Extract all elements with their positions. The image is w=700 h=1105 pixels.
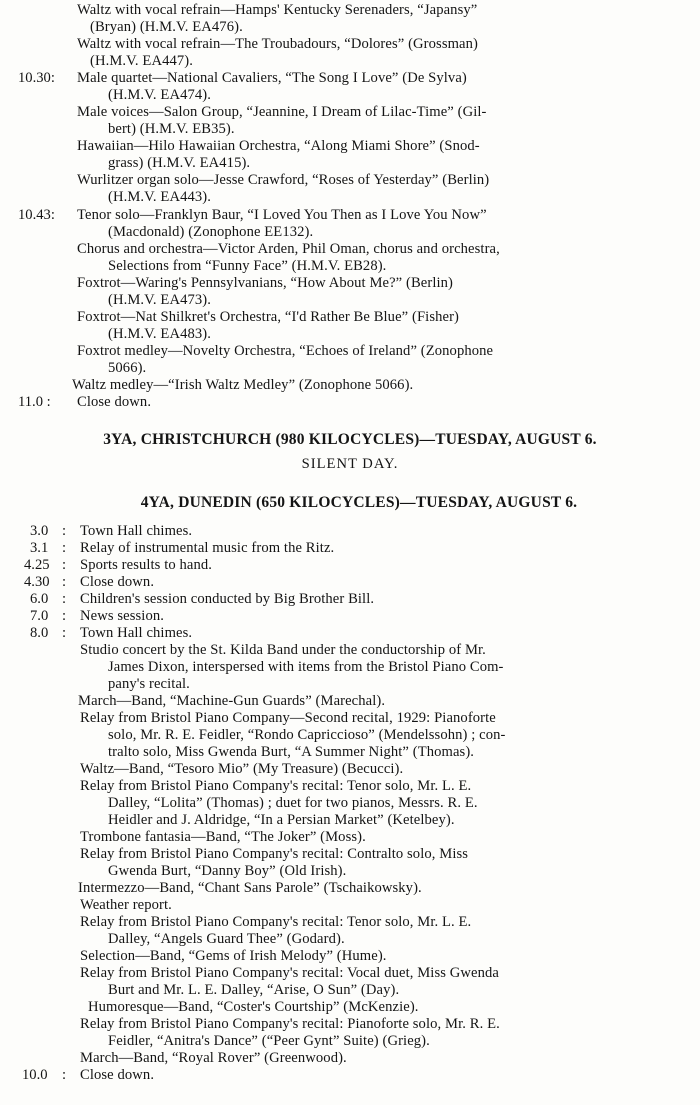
programme-line: (H.M.V. EA473). <box>108 292 211 308</box>
programme-line: Feidler, “Anitra's Dance” (“Peer Gynt” Suite) (Grieg). <box>108 1033 430 1049</box>
programme-line: Waltz with vocal refrain—Hamps' Kentucky Serenaders, “Japansy” <box>77 2 478 18</box>
time-label: 10.0 <box>22 1067 48 1083</box>
programme-line: Relay from Bristol Piano Company's recital: Contralto solo, Miss <box>80 846 469 862</box>
programme-line: Dalley, “Lolita” (Thomas) ; duet for two pianos, Messrs. R. E. <box>108 795 478 811</box>
programme-line: Sports results to hand. <box>80 557 213 573</box>
programme-line: Close down. <box>80 574 155 590</box>
programme-line: tralto solo, Miss Gwenda Burt, “A Summer Night” (Thomas). <box>108 744 475 760</box>
programme-line: Studio concert by the St. Kilda Band under the conductorship of Mr. <box>80 642 486 658</box>
programme-line: Town Hall chimes. <box>80 523 193 539</box>
programme-line: bert) (H.M.V. EB35). <box>108 121 235 137</box>
programme-line: Relay from Bristol Piano Company's recital: Tenor solo, Mr. L. E. <box>80 778 472 794</box>
programme-line: March—Band, “Royal Rover” (Greenwood). <box>80 1050 347 1066</box>
programme-line: (H.M.V. EA474). <box>108 87 211 103</box>
programme-line: Relay from Bristol Piano Company's recital: Tenor solo, Mr. L. E. <box>80 914 472 930</box>
time-label: 6.0 <box>30 591 49 607</box>
programme-line: Foxtrot medley—Novelty Orchestra, “Echoes of Ireland” (Zonophone <box>77 343 494 359</box>
programme-line: News session. <box>80 608 164 624</box>
christchurch-heading: 3YA, CHRISTCHURCH (980 KILOCYCLES)—TUESDAY, AUGUST 6. <box>103 431 597 448</box>
programme-line: Foxtrot—Waring's Pennsylvanians, “How About Me?” (Berlin) <box>77 275 453 291</box>
programme-line: Town Hall chimes. <box>80 625 193 641</box>
programme-line: Close down. <box>77 394 152 410</box>
programme-line: Relay of instrumental music from the Ritz. <box>80 540 335 556</box>
programme-line: Male voices—Salon Group, “Jeannine, I Dream of Lilac-Time” (Gil- <box>77 104 487 120</box>
programme-line: Chorus and orchestra—Victor Arden, Phil Oman, chorus and orchestra, <box>77 241 500 257</box>
programme-line: (H.M.V. EA443). <box>108 189 211 205</box>
time-label: 7.0 <box>30 608 49 624</box>
dunedin-heading: 4YA, DUNEDIN (650 KILOCYCLES)—TUESDAY, AUGUST 6. <box>140 494 578 511</box>
time-label: 4.30 <box>24 574 50 590</box>
programme-line: Burt and Mr. L. E. Dalley, “Arise, O Sun” (Day). <box>108 982 400 998</box>
time-label: 4.25 <box>24 557 50 573</box>
programme-line: Hawaiian—Hilo Hawaiian Orchestra, “Along Miami Shore” (Snod- <box>77 138 480 154</box>
programme-line: solo, Mr. R. E. Feidler, “Rondo Capriccioso” (Mendelssohn) ; con- <box>108 727 506 743</box>
time-label: 3.0 <box>30 523 49 539</box>
programme-line: Weather report. <box>80 897 172 913</box>
time-label: 10.43: <box>18 207 55 223</box>
programme-line: Waltz—Band, “Tesoro Mio” (My Treasure) (Becucci). <box>80 761 404 777</box>
programme-line: Tenor solo—Franklyn Baur, “I Loved You Then as I Love You Now” <box>77 207 487 223</box>
programme-line: Selections from “Funny Face” (H.M.V. EB28). <box>108 258 387 274</box>
programme-line: Dalley, “Angels Guard Thee” (Godard). <box>108 931 345 947</box>
programme-line: 5066). <box>108 360 147 376</box>
programme-line: Trombone fantasia—Band, “The Joker” (Moss). <box>80 829 366 845</box>
programme-line: Relay from Bristol Piano Company—Second recital, 1929: Pianoforte <box>80 710 496 726</box>
time-label: 3.1 <box>30 540 49 556</box>
programme-line: Relay from Bristol Piano Company's recital: Pianoforte solo, Mr. R. E. <box>80 1016 500 1032</box>
programme-line: James Dixon, interspersed with items from the Bristol Piano Com- <box>108 659 504 675</box>
programme-line: March—Band, “Machine-Gun Guards” (Marechal). <box>78 693 386 709</box>
programme-line: (Macdonald) (Zonophone EE132). <box>108 224 314 240</box>
programme-line: Humoresque—Band, “Coster's Courtship” (McKenzie). <box>88 999 419 1015</box>
time-label: 11.0 : <box>18 394 51 410</box>
programme-line: Heidler and J. Aldridge, “In a Persian Market” (Ketelbey). <box>108 812 455 828</box>
programme-line: (H.M.V. EA483). <box>108 326 211 342</box>
programme-line: Close down. <box>80 1067 155 1083</box>
programme-line: Waltz medley—“Irish Waltz Medley” (Zonophone 5066). <box>72 377 414 393</box>
programme-line: Children's session conducted by Big Brother Bill. <box>80 591 375 607</box>
programme-line: (Bryan) (H.M.V. EA476). <box>90 19 243 35</box>
programme-line: pany's recital. <box>108 676 190 692</box>
programme-line: Selection—Band, “Gems of Irish Melody” (Hume). <box>80 948 387 964</box>
time-label: 8.0 <box>30 625 49 641</box>
programme-line: Male quartet—National Cavaliers, “The Song I Love” (De Sylva) <box>77 70 467 86</box>
programme-line: Relay from Bristol Piano Company's recital: Vocal duet, Miss Gwenda <box>80 965 499 981</box>
programme-line: Waltz with vocal refrain—The Troubadours, “Dolores” (Grossman) <box>77 36 478 52</box>
silent-day-label: SILENT DAY. <box>301 456 399 472</box>
programme-line: (H.M.V. EA447). <box>90 53 193 69</box>
programme-line: grass) (H.M.V. EA415). <box>108 155 251 171</box>
programme-line: Intermezzo—Band, “Chant Sans Parole” (Tschaikowsky). <box>78 880 422 896</box>
time-label: 10.30: <box>18 70 55 86</box>
programme-line: Gwenda Burt, “Danny Boy” (Old Irish). <box>108 863 347 879</box>
programme-line: Wurlitzer organ solo—Jesse Crawford, “Roses of Yesterday” (Berlin) <box>77 172 490 188</box>
programme-line: Foxtrot—Nat Shilkret's Orchestra, “I'd Rather Be Blue” (Fisher) <box>77 309 459 325</box>
newspaper-page: Waltz with vocal refrain—Hamps' Kentucky Serenaders, “Japansy” (Bryan) (H.M.V. EA476). Waltz with vocal refrain—The Troubadours, “Dolores” (Grossman) (H.M.V. EA447). 10.30: Male quartet—National Cavaliers, “The Song I Love” (De Sylva) (H.M.V. EA474). Male voices—Salon Group, “Jeannine, I Dream of Lilac-Time” (Gil- bert) (H.M.V. EB35). Hawaiian—Hilo Hawaiian Orchestra, “Along Miami Shore” (Snod- grass) (H.M.V. EA415). Wurlitzer organ solo—Jesse Crawford, “Roses of Yesterday” (Berlin) (H.M.V. EA443). 10.43: Tenor solo—Franklyn Baur, “I Loved You Then as I Love You Now” (Macdonald) (Zonophone EE132). Chorus and orchestra—Victor Arden, Phil Oman, chorus and orchestra, Selections from “Funny Face” (H.M.V. EB28). Foxtrot—Waring's Pennsylvanians, “How About Me?” (Berlin) (H.M.V. EA473). Foxtrot—Nat Shilkret's Orchestra, “I'd Rather Be Blue” (Fisher) (H.M.V. EA483). Foxtrot medley—Novelty Orchestra, “Echoes of Ireland” (Zonophone 5066). Waltz medley—“Irish Waltz Medley” (Zonophone 5066). 11.0 : Close down. 3YA, CHRISTCHURCH (980 KILOCYCLES)—TUESDAY, AUGUST 6. SILENT DAY. 4YA, DUNEDIN (650 KILOCYCLES)—TUESDAY, AUGUST 6. 3.0 Town Hall chimes. 3.1 Relay of instrumental music from the Ritz. 4.25 Sports results to hand. 4.30 Close down. 6.0 Children's session conducted by Big Brother Bill. 7.0 News session. 8.0 Town Hall chimes. : : : : : : : : Studio concert by the St. Kilda Band under the conductorship of Mr. James Dixon, interspersed with items from the Bristol Piano Com- pany's recital. March—Band, “Machine-Gun Guards” (Marechal). Relay from Bristol Piano Company—Second recital, 1929: Pianoforte solo, Mr. R. E. Feidler, “Rondo Capriccioso” (Mendelssohn) ; con- tralto solo, Miss Gwenda Burt, “A Summer Night” (Thomas). Waltz—Band, “Tesoro Mio” (My Treasure) (Becucci). Relay from Bristol Piano Company's recital: Tenor solo, Mr. L. E. Dalley, “Lolita” (Thomas) ; duet for two pianos, Messrs. R. E. Heidler and J. Aldridge, “In a Persian Market” (Ketelbey). Trombone fantasia—Band, “The Joker” (Moss). Relay from Bristol Piano Company's recital: Contralto solo, Miss Gwenda Burt, “Danny Boy” (Old Irish). Intermezzo—Band, “Chant Sans Parole” (Tschaikowsky). Weather report. Relay from Bristol Piano Company's recital: Tenor solo, Mr. L. E. Dalley, “Angels Guard Thee” (Godard). Selection—Band, “Gems of Irish Melody” (Hume). Relay from Bristol Piano Company's recital: Vocal duet, Miss Gwenda Burt and Mr. L. E. Dalley, “Arise, O Sun” (Day). Humoresque—Band, “Coster's Courtship” (McKenzie). Relay from Bristol Piano Company's recital: Pianoforte solo, Mr. R. E. Feidler, “Anitra's Dance” (“Peer Gynt” Suite) (Grieg). March—Band, “Royal Rover” (Greenwood). 10.0 Close down. <box>0 0 700 1105</box>
